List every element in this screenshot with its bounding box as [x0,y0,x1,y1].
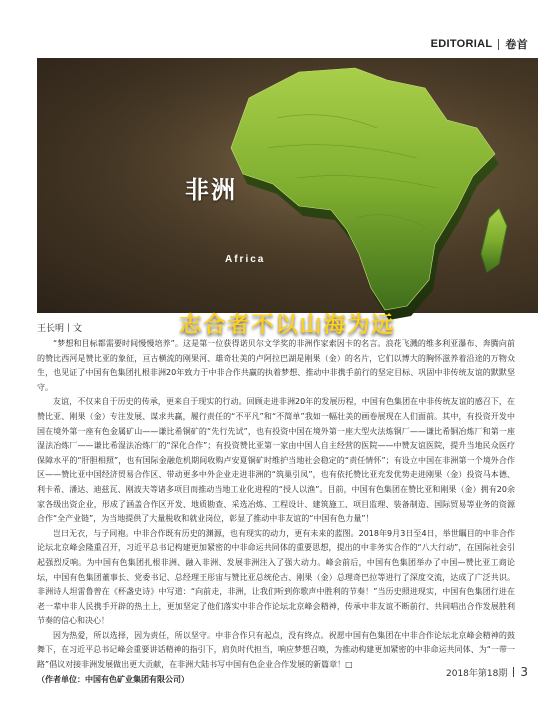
page-number: 3 [520,665,528,679]
author-note: （作者单位：中国有色矿业集团有限公司） [37,674,189,684]
africa-continent-illustration [37,58,538,313]
paragraph: “梦想和目标都需要时间慢慢培养”。这是第一位获得诺贝尔文学奖的非洲作家索因卡的名言。浪花飞溅的维多利亚瀑布、奔腾向前的赞比西河是赞比亚的象征，亘古横流的刚果河、雄奇壮美的卢阿拉巴湖是刚果（金）的名片，它们以博大的胸怀滋养着沿途的万物众生，也见证了中国有色集团扎根非洲20年致力于中非合作共赢的执着梦想、推动中非携手前行的坚定目标、巩固中非传统友谊的默默坚守。 [37,339,515,392]
page-footer [446,665,528,679]
end-mark: □ [345,660,353,670]
footer-divider [513,667,514,677]
section-header [431,36,528,52]
hero-headline: 志合者不以山海为远 [179,313,396,338]
issue-label: 2018年第18期 [446,668,508,679]
section-label-zh: 卷首 [505,38,528,51]
byline: 王长明丨文 [37,324,83,334]
paragraph-text: 因为热爱，所以选择，因为责任，所以坚守。中非合作只有起点，没有终点。祝愿中国有色集团在中非合作论坛北京峰会精神的鼓舞下，在习近平总书记峰会重要讲话精神的指引下，肩负时代担当，响应梦想召唤，为推动构建更加紧密的中非命运共同体、为“一带一路”倡议对接非洲发展做出更大贡献，在非洲大陆书写中国有色企业合作发展的新篇章！ [37,630,515,670]
paragraph: 岂曰无衣，与子同袍。中非合作既有历史的渊源，也有现实的动力，更有未来的蓝图。2018年9月3日至4日，举世瞩目的中非合作论坛北京峰会隆重召开，习近平总书记构建更加紧密的中非命运共同体的重要思想，提出的中非务实合作的“八大行动”，在国际社会引起强烈反响。为中国有色集团扎根非洲、融入非洲、发展非洲注入了强大动力。峰会前后，中国有色集团举办了中国—赞比亚工商论坛，中国有色集团董事长、党委书记、总经理王彤宙与赞比亚总统伦古、刚果（金）总理奇巴拉等进行了深度交流，达成了广泛共识。非洲诗人坦雷鲁曾在《杯盏史诗》中写道：“向前走，非洲，让我们听到你歌声中胜利的节奏！”当历史照进现实，中国有色集团行进在老一辈中非人民携手开辟的热土上，更加坚定了他们落实中非合作论坛北京峰会精神，传承中非友谊不断前行、共同唱出合作发展胜利节奏的信心和决心！ [37,528,515,626]
section-label-en: EDITORIAL [430,38,493,50]
hero-title-en: Africa [225,254,266,265]
paragraph [37,629,515,673]
section-divider [498,39,499,50]
paragraph: 友谊，不仅来自于历史的传承，更来自于现实的行动。回顾走进非洲20年的发展历程，中国有色集团在中非传统友谊的感召下，在赞比亚、刚果（金）专注发展、谋求共赢，履行责任的“不平凡”和“不简单”我如一幅壮美的画卷展现在人们面前。其中，有投资开发中国在境外第一座有色金属矿山——谦比希铜矿的“先行先试”，也有投资中国在境外第一座大型火法炼铜厂——谦比希铜冶炼厂和第一座湿法冶炼厂——谦比希湿法冶炼厂的“深化合作”；有投资赞比亚第一家由中国人自主经营的医院——中赞友谊医院，提升当地民众医疗保障水平的“肝胆相照”，也有国际金融危机期间收购卢安夏铜矿时维护当地社会稳定的“责任情怀”；有设立中国在非洲第一个境外合作区——赞比亚中国经济贸易合作区、带动更多中外企业走进非洲的“筑巢引凤”，也有依托赞比亚充发优势走进刚果（金）投资马本德、利卡希、潘达、迪兹瓦、刚波夫等诸多项目而推动当地工业化进程的“授人以渔”。目前，中国有色集团在赞比亚和刚果（金）拥有20余家各级出资企业，形成了涵盖合作区开发、地质勘查、采选冶炼、工程设计、建筑施工、项目监理、装备制造、国际贸易等业务的资源合作“全产业链”，为当地提供了大量税收和就业岗位，彰显了推动中非友谊的“中国有色力量”！ [37,397,515,524]
article-body [37,337,515,687]
hero-title-zh: 非洲 [185,176,237,204]
